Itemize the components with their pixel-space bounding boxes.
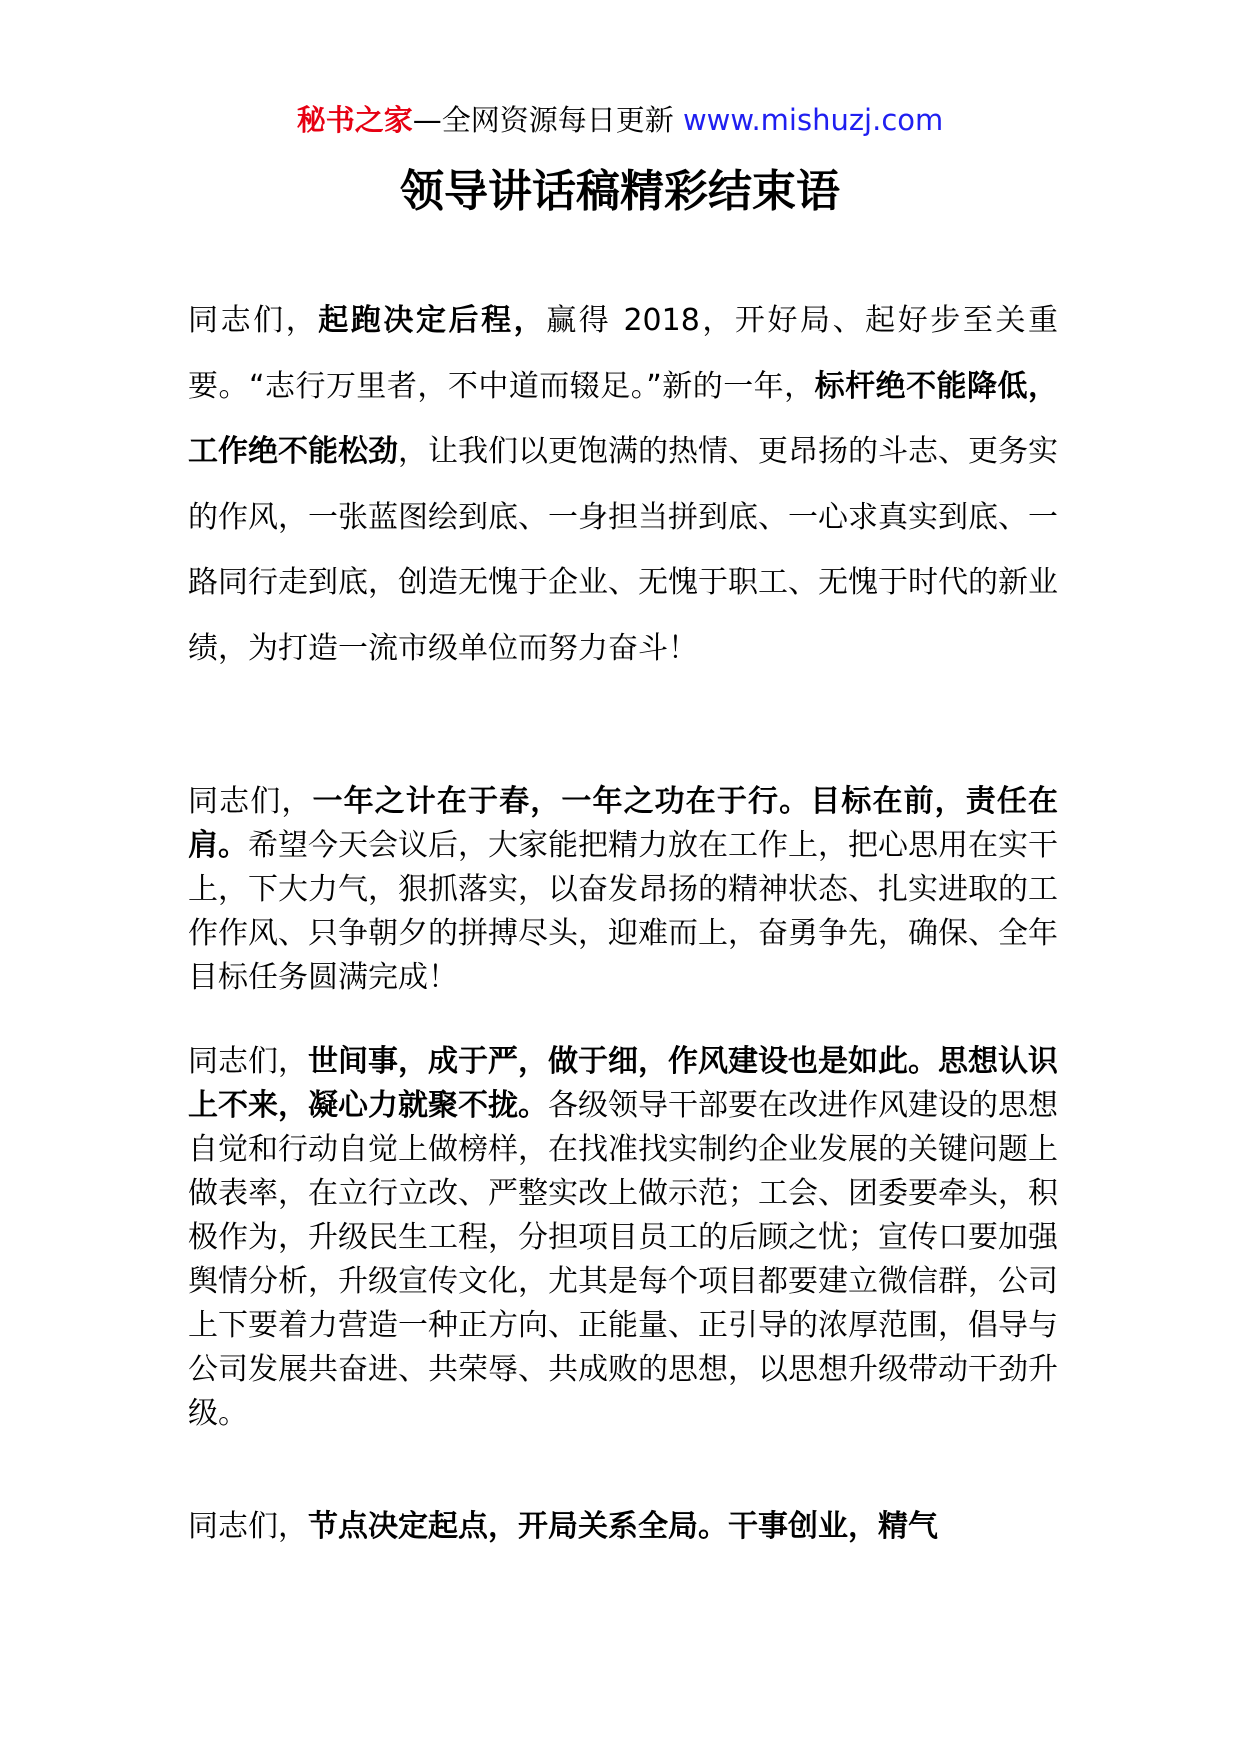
paragraph-bold-text: 起跑决定后程， <box>318 303 547 338</box>
paragraph-text: 赢得 2018，开好局、起好步至关重要。“志行万里者，不中道而辍足。”新的一年， <box>188 303 1059 404</box>
paragraph-text: 希望今天会议后，大家能把精力放在工作上，把心思用在实干上，下大力气，狠抓落实，以奋发昂扬的精神状态、扎实进取的工作作风、只争朝夕的拼搏尽头，迎难而上，奋勇争先，确保、全年目标任务圆满完成！ <box>188 828 1058 995</box>
paragraph-bold-text: 一年之计在于春，一年之功在于行。目标在前，责任在肩。 <box>188 784 1059 863</box>
header-tagline: —全网资源每日更新 <box>412 103 674 137</box>
brand-name: 秘书之家 <box>296 103 413 137</box>
document-title: 领导讲话稿精彩结束语 <box>400 166 840 217</box>
paragraph-bold-text: 节点决定起点，开局关系全局。干事创业，精气 <box>308 1509 938 1544</box>
paragraph-text: 同志们， <box>188 1509 308 1544</box>
paragraph-text: 各级领导干部要在改进作风建设的思想自觉和行动自觉上做榜样，在找准找实制约企业发展的关键问题上做表率，在立行立改、严整实改上做示范；工会、团委要牵头，积极作为，升级民生工程，分担项目员工的后顾之忧；宣传口要加强舆情分析，升级宣传文化，尤其是每个项目都要建立微信群，公司上下要着力营造一种正方向、正能量、正引导的浓厚范围，倡导与公司发展共奋进、共荣辱、共成败的思想，以思想升级带动干劲升级。 <box>188 1088 1058 1431</box>
paragraph-text: ，让我们以更饱满的热情、更昂扬的斗志、更务实的作风，一张蓝图绘到底、一身担当拼到底、一心求真实到底、一路同行走到底，创造无愧于企业、无愧于职工、无愧于时代的新业绩，为打造一流市级单位而努力奋斗！ <box>188 434 1058 666</box>
paragraph-4 <box>188 1505 1058 1549</box>
paragraph-bold-text: 标杆绝不能降低，工作绝不能松劲 <box>188 368 1058 469</box>
paragraph-text: 同志们， <box>188 303 319 338</box>
site-url-link[interactable]: www.mishuzj.com <box>682 103 944 137</box>
paragraph-1 <box>188 288 1058 681</box>
paragraph-bold-text: 世间事，成于严，做于细，作风建设也是如此。思想认识上不来，凝心力就聚不拢。 <box>188 1044 1058 1123</box>
site-header <box>0 100 1240 140</box>
paragraph-3 <box>188 1040 1058 1436</box>
paragraph-2 <box>188 780 1058 1000</box>
paragraph-text: 同志们， <box>188 784 313 819</box>
paragraph-text: 同志们， <box>188 1044 308 1079</box>
